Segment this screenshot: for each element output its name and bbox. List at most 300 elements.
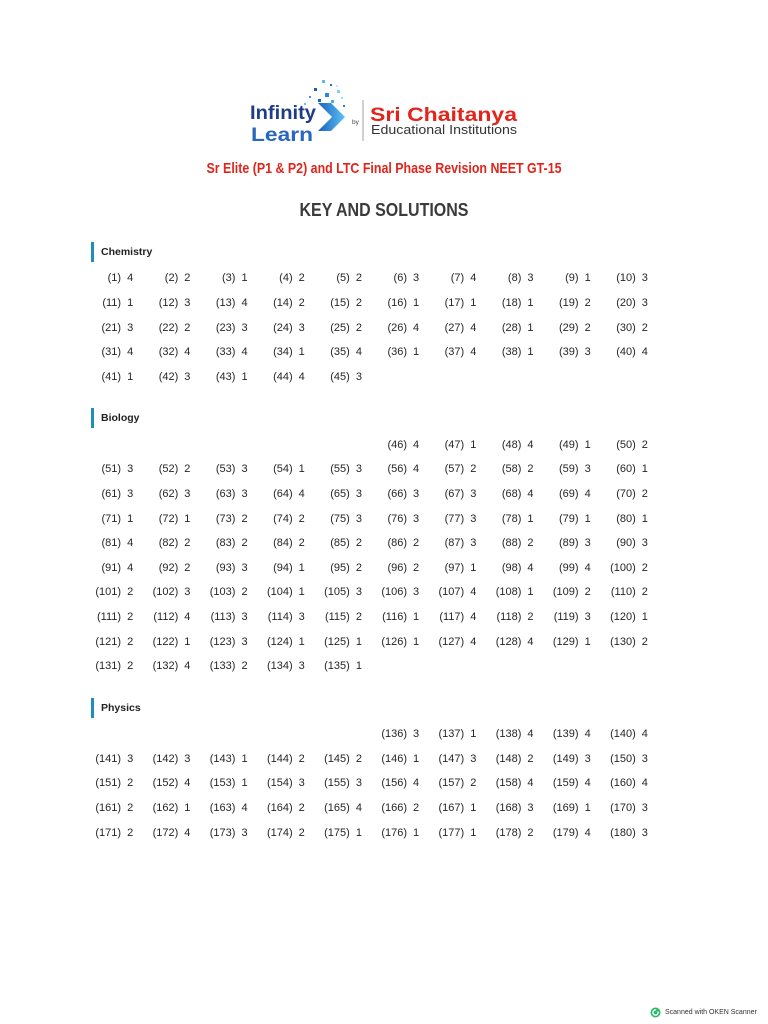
question-number: (86) — [387, 537, 407, 550]
answer-value: 1 — [584, 272, 591, 285]
answer-value: 4 — [184, 610, 191, 623]
section-bar — [91, 408, 94, 428]
answer-cell — [190, 272, 247, 285]
answer-cell — [133, 371, 190, 384]
answer-value: 4 — [413, 438, 420, 451]
answer-value: 2 — [241, 512, 248, 525]
answer-value: 3 — [470, 488, 477, 501]
answer-cell — [476, 463, 533, 476]
answer-value: 3 — [584, 537, 591, 550]
answer-value: 1 — [298, 561, 305, 574]
oken-scanner-icon — [650, 1007, 661, 1018]
answer-value: 1 — [527, 321, 534, 334]
answer-cell — [476, 586, 533, 599]
answer-cell — [248, 463, 305, 476]
logo-arrow — [318, 103, 345, 131]
answer-cell — [190, 488, 247, 501]
question-number: (45) — [330, 370, 350, 383]
answer-value: 3 — [298, 777, 305, 790]
question-number: (20) — [616, 297, 636, 310]
answer-cell — [591, 586, 648, 599]
question-number: (135) — [324, 660, 350, 673]
answer-row — [76, 482, 768, 507]
question-number: (167) — [438, 801, 465, 814]
answer-cell — [190, 371, 247, 384]
answer-value: 1 — [298, 346, 305, 359]
answer-cell — [76, 371, 133, 384]
question-number: (19) — [559, 297, 579, 310]
answer-value: 3 — [127, 752, 134, 765]
answer-value: 3 — [355, 370, 362, 383]
answer-value: 2 — [127, 610, 134, 623]
question-number: (21) — [101, 321, 122, 334]
answer-cell — [591, 272, 648, 285]
answer-cell — [591, 728, 648, 741]
question-number: (157) — [438, 777, 465, 790]
answer-cell — [419, 827, 476, 840]
question-number: (26) — [387, 321, 407, 334]
answer-cell — [476, 322, 533, 335]
question-number: (110) — [610, 586, 636, 599]
question-number: (84) — [273, 537, 293, 550]
question-number: (87) — [444, 537, 465, 550]
question-number: (73) — [215, 512, 236, 525]
answer-cell — [534, 562, 591, 575]
answer-cell — [248, 753, 305, 766]
answer-cell — [76, 488, 133, 501]
answer-value: 1 — [241, 370, 248, 383]
answer-row — [76, 433, 768, 458]
answer-row — [76, 796, 768, 821]
question-number: (149) — [552, 752, 579, 765]
answer-cell — [362, 439, 419, 452]
answer-value: 4 — [527, 488, 534, 501]
answer-value: 2 — [298, 801, 305, 814]
answer-value: 2 — [527, 826, 534, 839]
answer-row — [76, 654, 768, 679]
answer-value: 3 — [355, 777, 362, 790]
answer-cell — [133, 322, 190, 335]
answer-value: 1 — [241, 272, 248, 285]
answer-cell — [419, 513, 476, 526]
answer-cell — [305, 562, 362, 575]
answer-cell — [362, 802, 419, 815]
answer-value: 3 — [584, 610, 591, 623]
question-number: (170) — [610, 801, 636, 814]
splash-dot — [341, 97, 343, 99]
answer-cell — [76, 586, 133, 599]
question-number: (23) — [215, 321, 236, 334]
section-biology — [0, 408, 768, 679]
answer-value: 4 — [184, 777, 191, 790]
answer-value: 4 — [127, 346, 134, 359]
answer-cell — [305, 537, 362, 550]
answer-row — [76, 267, 768, 292]
question-number: (32) — [158, 346, 179, 359]
question-number: (48) — [501, 438, 522, 451]
question-number: (150) — [610, 752, 636, 765]
question-number: (131) — [95, 660, 122, 673]
section-title: Physics — [101, 701, 141, 714]
answer-cell — [76, 827, 133, 840]
answer-value: 1 — [184, 801, 191, 814]
answer-value: 1 — [527, 512, 534, 525]
answer-value: 1 — [470, 438, 477, 451]
answer-cell — [362, 562, 419, 575]
question-number: (78) — [501, 512, 522, 525]
question-number: (37) — [444, 346, 465, 359]
answer-cell — [190, 802, 247, 815]
logo-brand-name: Sri Chaitanya — [370, 105, 518, 126]
answer-value: 2 — [641, 635, 648, 648]
answer-row — [76, 772, 768, 797]
question-number: (46) — [387, 438, 407, 451]
answer-cell — [248, 660, 305, 673]
question-number: (158) — [495, 777, 522, 790]
answer-value: 4 — [470, 346, 477, 359]
answer-value: 2 — [241, 586, 248, 599]
answer-value: 2 — [127, 586, 134, 599]
answer-value: 1 — [127, 370, 134, 383]
question-number: (102) — [152, 586, 179, 599]
section-title: Chemistry — [101, 246, 153, 258]
answer-cell — [419, 537, 476, 550]
question-number: (57) — [444, 463, 465, 476]
question-number: (100) — [610, 561, 636, 574]
answer-cell — [419, 586, 476, 599]
question-number: (31) — [101, 346, 122, 359]
question-number: (50) — [616, 438, 636, 451]
answer-cell — [419, 636, 476, 649]
logo-infinity-text: Infinity — [250, 103, 317, 124]
question-number: (4) — [279, 272, 293, 285]
question-number: (117) — [439, 610, 465, 623]
answer-cell — [76, 272, 133, 285]
splash-dot — [309, 96, 311, 98]
question-number: (35) — [330, 346, 350, 359]
answer-cell — [190, 827, 247, 840]
answer-cell — [419, 272, 476, 285]
question-number: (8) — [507, 272, 522, 285]
answer-cell — [133, 586, 190, 599]
answer-row — [76, 507, 768, 532]
answer-cell — [534, 488, 591, 501]
answer-value: 1 — [470, 728, 477, 741]
page-header — [0, 0, 768, 232]
answer-cell — [76, 463, 133, 476]
answer-value: 3 — [127, 463, 134, 476]
answer-cell — [362, 728, 419, 741]
question-number: (180) — [610, 826, 636, 839]
answer-value: 1 — [641, 610, 648, 623]
answer-cell — [305, 322, 362, 335]
answer-cell — [591, 562, 648, 575]
question-number: (14) — [273, 297, 293, 310]
splash-dot — [325, 93, 329, 97]
question-number: (96) — [387, 561, 407, 574]
answer-cell — [534, 272, 591, 285]
answer-value: 2 — [584, 321, 591, 334]
answer-cell — [76, 322, 133, 335]
question-number: (55) — [330, 463, 350, 476]
question-number: (169) — [552, 801, 579, 814]
answer-cell — [476, 777, 533, 790]
question-number: (134) — [266, 660, 293, 673]
answer-value: 2 — [298, 512, 305, 525]
answer-value: 4 — [127, 272, 134, 285]
logo — [250, 80, 518, 146]
question-number: (132) — [152, 660, 179, 673]
answer-value: 3 — [470, 752, 477, 765]
answer-rows — [0, 433, 768, 679]
question-number: (124) — [266, 635, 293, 648]
question-number: (43) — [215, 370, 236, 383]
answer-value: 2 — [184, 537, 191, 550]
answer-cell — [362, 537, 419, 550]
answer-cell — [305, 611, 362, 624]
splash-dot — [314, 88, 317, 91]
answer-cell — [190, 346, 247, 359]
answer-cell — [362, 463, 419, 476]
answer-value: 1 — [527, 297, 534, 310]
answer-cell — [76, 297, 133, 310]
question-number: (114) — [267, 610, 293, 623]
answer-value: 1 — [584, 512, 591, 525]
answer-value: 1 — [355, 826, 362, 839]
question-number: (74) — [273, 512, 293, 525]
exam-title: Sr Elite (P1 & P2) and LTC Final Phase Revision NEET GT-15 — [206, 160, 562, 177]
question-number: (129) — [552, 635, 579, 648]
question-number: (160) — [610, 777, 636, 790]
answer-value: 4 — [413, 777, 420, 790]
answer-value: 2 — [470, 777, 477, 790]
answer-value: 3 — [184, 586, 191, 599]
answer-value: 3 — [184, 488, 191, 501]
answer-cell — [133, 802, 190, 815]
answer-value: 3 — [184, 297, 191, 310]
answer-cell — [133, 562, 190, 575]
question-number: (130) — [610, 635, 636, 648]
question-number: (13) — [215, 297, 236, 310]
answer-cell — [419, 611, 476, 624]
question-number: (133) — [209, 660, 236, 673]
question-number: (85) — [330, 537, 350, 550]
answer-row — [76, 747, 768, 772]
answer-cell — [419, 777, 476, 790]
question-number: (66) — [387, 488, 407, 501]
question-number: (1) — [107, 272, 122, 285]
question-number: (68) — [501, 488, 522, 501]
answer-value: 1 — [470, 826, 477, 839]
answer-value: 4 — [527, 728, 534, 741]
answer-value: 4 — [184, 346, 191, 359]
question-number: (83) — [215, 537, 236, 550]
answer-cell — [133, 753, 190, 766]
answer-value: 2 — [127, 801, 134, 814]
question-number: (123) — [209, 635, 236, 648]
question-number: (121) — [95, 635, 122, 648]
question-number: (9) — [565, 272, 579, 285]
question-number: (106) — [381, 586, 407, 599]
question-number: (172) — [152, 826, 179, 839]
answer-value: 1 — [298, 463, 305, 476]
answer-value: 2 — [355, 537, 362, 550]
answer-rows — [0, 267, 768, 390]
answer-cell — [534, 439, 591, 452]
scanner-label: Scanned with OKEN Scanner — [665, 1009, 757, 1016]
answer-value: 2 — [584, 297, 591, 310]
answer-cell — [476, 488, 533, 501]
answer-value: 2 — [298, 297, 305, 310]
answer-cell — [591, 777, 648, 790]
answer-cell — [190, 463, 247, 476]
answer-value: 3 — [641, 752, 648, 765]
answer-value: 3 — [355, 586, 362, 599]
answer-cell — [591, 297, 648, 310]
question-number: (95) — [330, 561, 350, 574]
answer-value: 1 — [127, 297, 134, 310]
answer-value: 2 — [641, 438, 648, 451]
answer-cell — [133, 272, 190, 285]
question-number: (101) — [95, 586, 122, 599]
answer-value: 3 — [641, 272, 648, 285]
question-number: (34) — [273, 346, 293, 359]
question-number: (69) — [559, 488, 579, 501]
answer-cell — [476, 728, 533, 741]
answer-value: 2 — [298, 752, 305, 765]
question-number: (5) — [336, 272, 350, 285]
answer-cell — [248, 272, 305, 285]
question-number: (127) — [438, 635, 465, 648]
question-number: (15) — [330, 297, 350, 310]
answer-value: 2 — [413, 561, 420, 574]
question-number: (176) — [381, 826, 407, 839]
answer-cell — [190, 660, 247, 673]
answer-value: 3 — [641, 801, 648, 814]
answer-value: 1 — [298, 586, 305, 599]
answer-row — [76, 722, 768, 747]
answer-value: 1 — [355, 660, 362, 673]
question-number: (115) — [324, 610, 350, 623]
answer-value: 1 — [241, 777, 248, 790]
splash-dot — [322, 80, 325, 83]
answer-row — [76, 581, 768, 606]
question-number: (72) — [158, 512, 179, 525]
question-number: (113) — [210, 610, 236, 623]
answer-cell — [419, 439, 476, 452]
answer-cell — [190, 562, 247, 575]
answer-cell — [76, 537, 133, 550]
footer-scanner-note — [650, 1006, 757, 1019]
answer-cell — [534, 753, 591, 766]
answer-cell — [476, 562, 533, 575]
question-number: (12) — [158, 297, 179, 310]
answer-value: 1 — [413, 297, 420, 310]
question-number: (67) — [444, 488, 465, 501]
answer-cell — [476, 827, 533, 840]
answer-value: 3 — [241, 321, 248, 334]
answer-cell — [362, 346, 419, 359]
answer-value: 2 — [127, 660, 134, 673]
answer-cell — [248, 488, 305, 501]
question-number: (138) — [495, 728, 522, 741]
question-number: (92) — [158, 561, 179, 574]
question-number: (128) — [495, 635, 522, 648]
answer-value: 4 — [241, 801, 248, 814]
answer-cell — [476, 802, 533, 815]
answer-value: 3 — [241, 635, 248, 648]
question-number: (25) — [330, 321, 350, 334]
answer-value: 1 — [413, 635, 420, 648]
question-number: (2) — [164, 272, 179, 285]
answer-value: 2 — [127, 635, 134, 648]
answer-value: 2 — [413, 801, 420, 814]
question-number: (22) — [158, 321, 179, 334]
answer-value: 2 — [298, 272, 305, 285]
answer-cell — [133, 346, 190, 359]
answer-cell — [305, 346, 362, 359]
question-number: (41) — [101, 370, 122, 383]
question-number: (93) — [215, 561, 236, 574]
answer-row — [76, 458, 768, 483]
answer-cell — [419, 346, 476, 359]
logo-tagline: Educational Institutions — [371, 123, 517, 137]
answer-value: 2 — [127, 826, 134, 839]
question-number: (64) — [273, 488, 293, 501]
answer-value: 3 — [584, 752, 591, 765]
answer-value: 2 — [184, 463, 191, 476]
answer-value: 4 — [527, 777, 534, 790]
question-number: (63) — [215, 488, 236, 501]
answer-cell — [133, 636, 190, 649]
answer-cell — [133, 777, 190, 790]
answer-value: 4 — [527, 561, 534, 574]
answer-cell — [248, 371, 305, 384]
answer-cell — [305, 636, 362, 649]
question-number: (140) — [610, 728, 636, 741]
answer-cell — [534, 827, 591, 840]
answer-value: 3 — [413, 586, 420, 599]
answer-value: 3 — [641, 826, 648, 839]
logo-learn-text: Learn — [251, 125, 313, 146]
section-bar — [91, 242, 94, 262]
question-number: (103) — [209, 586, 236, 599]
question-number: (147) — [438, 752, 465, 765]
question-number: (81) — [101, 537, 122, 550]
answer-cell — [305, 297, 362, 310]
question-number: (175) — [324, 826, 350, 839]
answer-row — [76, 556, 768, 581]
answer-cell — [362, 586, 419, 599]
answer-value: 3 — [584, 346, 591, 359]
question-number: (104) — [266, 586, 293, 599]
section-bar — [91, 698, 94, 718]
answer-value: 2 — [413, 537, 420, 550]
logo-by-text: by — [352, 119, 359, 126]
answer-value: 2 — [241, 537, 248, 550]
answer-value: 1 — [413, 826, 420, 839]
question-number: (56) — [387, 463, 407, 476]
answer-cell — [591, 346, 648, 359]
question-number: (145) — [324, 752, 350, 765]
answer-row — [76, 365, 768, 390]
answer-cell — [476, 346, 533, 359]
answer-row — [76, 531, 768, 556]
question-number: (153) — [209, 777, 236, 790]
answer-cell — [591, 537, 648, 550]
answer-value: 3 — [355, 463, 362, 476]
answer-value: 2 — [184, 321, 191, 334]
